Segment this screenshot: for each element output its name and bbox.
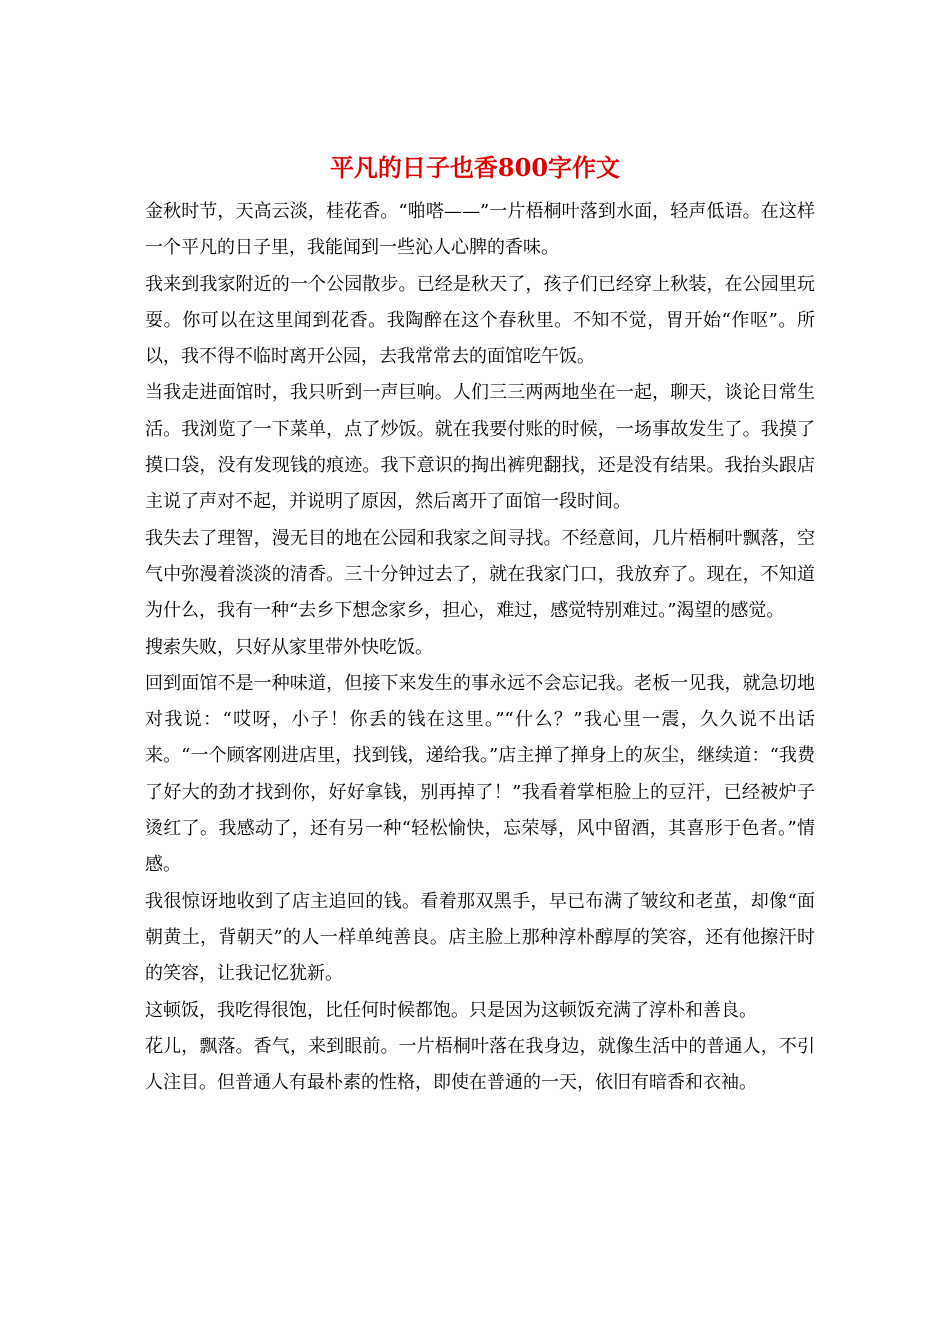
paragraph: 我来到我家附近的一个公园散步。已经是秋天了，孩子们已经穿上秋装，在公园里玩耍。你可以在这里闻到花香。我陶醉在这个春秋里。不知不觉，胃开始“作呕”。所以，我不得不临时离开公园，去我常常去的面馆吃午饭。: [145, 273, 815, 368]
paragraph: 当我走进面馆时，我只听到一声巨响。人们三三两两地坐在一起，聊天，谈论日常生活。我浏览了一下菜单，点了炒饭。就在我要付账的时候，一场事故发生了。我摸了摸口袋，没有发现钱的痕迹。我下意识的掏出裤兜翻找，还是没有结果。我抬头跟店主说了声对不起，并说明了原因，然后离开了面馆一段时间。: [145, 382, 815, 513]
paragraph: 回到面馆不是一种味道，但接下来发生的事永远不会忘记我。老板一见我，就急切地对我说：“哎呀，小子！你丢的钱在这里。”“什么？”我心里一震，久久说不出话来。“一个顾客刚进店里，找到钱，递给我。”店主掸了掸身上的灰尘，继续道：“我费了好大的劲才找到你，好好拿钱，别再掉了！”我看着掌柜脸上的豆汗，已经被炉子烫红了。我感动了，还有另一种“轻松愉快，忘荣辱，风中留酒，其喜形于色者。”情感。: [145, 672, 815, 876]
paragraph: 花儿，飘落。香气，来到眼前。一片梧桐叶落在我身边，就像生活中的普通人，不引人注目。但普通人有最朴素的性格，即使在普通的一天，依旧有暗香和衣袖。: [145, 1035, 815, 1094]
document-body: [145, 194, 815, 1101]
paragraph: 搜索失败，只好从家里带外快吃饭。: [145, 636, 433, 658]
paragraph: 我很惊讶地收到了店主追回的钱。看着那双黑手，早已布满了皱纹和老茧，却像“面朝黄土，背朝天”的人一样单纯善良。店主脸上那种淳朴醇厚的笑容，还有他擦汗时的笑容，让我记忆犹新。: [145, 890, 815, 985]
document-title: 平凡的日子也香800字作文: [329, 153, 621, 182]
paragraph: 这顿饭，我吃得很饱，比任何时候都饱。只是因为这顿饭充满了淳朴和善良。: [145, 999, 757, 1021]
paragraph: 我失去了理智，漫无目的地在公园和我家之间寻找。不经意间，几片梧桐叶飘落，空气中弥漫着淡淡的清香。三十分钟过去了，就在我家门口，我放弃了。现在，不知道为什么，我有一种“去乡下想念家乡，担心，难过，感觉特别难过。”渴望的感觉。: [145, 527, 815, 622]
paragraph: 金秋时节，天高云淡，桂花香。“啪嗒——”一片梧桐叶落到水面，轻声低语。在这样一个平凡的日子里，我能闻到一些沁人心脾的香味。: [145, 201, 815, 259]
